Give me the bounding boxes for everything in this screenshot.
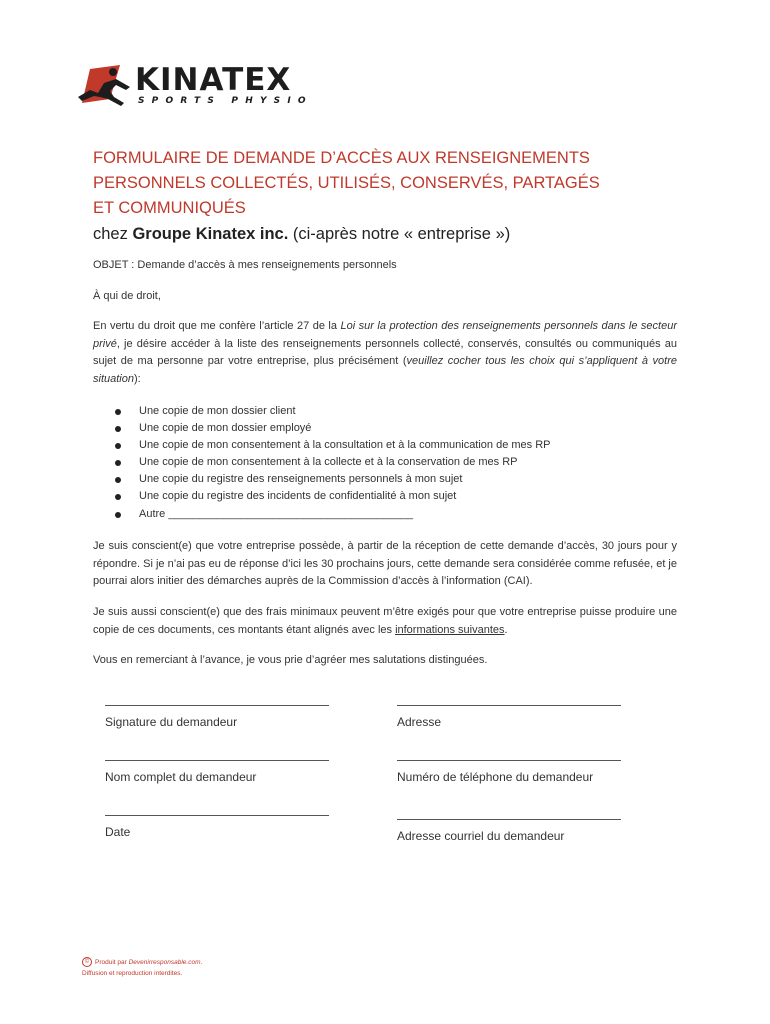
signature-label: Signature du demandeur xyxy=(105,715,238,729)
objet-line: OBJET : Demande d’accès à mes renseignements personnels xyxy=(93,259,397,271)
phone-line[interactable] xyxy=(397,747,621,761)
info-link[interactable]: informations suivantes xyxy=(395,623,505,636)
instruction-note: veuillez cocher tous les choix qui s’appliquent à votre situation xyxy=(93,355,677,385)
choice-item[interactable] xyxy=(112,437,551,454)
intro-text-a: En vertu du droit que me confère l’article 27 de la xyxy=(93,320,341,332)
law-name: Loi sur la protection des renseignements personnels dans le secteur privé xyxy=(93,320,677,350)
bullet-icon xyxy=(115,494,121,500)
email-field[interactable] xyxy=(397,806,621,844)
company-logo xyxy=(76,62,313,111)
choice-item[interactable] xyxy=(112,454,551,471)
signature-field[interactable] xyxy=(105,692,329,730)
choice-item[interactable] xyxy=(112,471,551,488)
form-subtitle xyxy=(93,222,510,246)
bullet-icon xyxy=(115,426,121,432)
choice-label: Une copie de mon consentement à la consultation et à la communication de mes RP xyxy=(139,439,551,452)
intro-text-c: ): xyxy=(133,372,141,385)
bullet-icon xyxy=(115,512,121,518)
footer-site: Devenirresponsable.com xyxy=(128,959,201,966)
logo-name: KINATEX xyxy=(135,62,292,98)
choice-item[interactable] xyxy=(112,420,551,437)
signature-line[interactable] xyxy=(105,692,329,706)
company-name: Groupe Kinatex inc. xyxy=(132,225,289,243)
address-label: Adresse xyxy=(397,715,442,729)
choice-item[interactable] xyxy=(112,403,551,420)
intro-text-b: , je désire accéder à la liste des renseignements personnels collecté, conservés, consultés ou communiqués au sujet de ma personne par votre entreprise, plus précisément ( xyxy=(93,337,677,367)
date-line[interactable] xyxy=(105,802,329,816)
choice-label: Une copie de mon consentement à la collecte et à la conservation de mes RP xyxy=(139,456,518,469)
form-title: FORMULAIRE DE DEMANDE D’ACCÈS AUX RENSEIGNEMENTS PERSONNELS COLLECTÉS, UTILISÉS, CONSERVÉS, PARTAGÉS ET COMMUNIQUÉS xyxy=(93,149,600,217)
phone-label: Numéro de téléphone du demandeur xyxy=(397,770,594,784)
address-line[interactable] xyxy=(397,692,621,706)
running-figure-logo-icon xyxy=(76,63,136,111)
bullet-icon xyxy=(115,409,121,415)
choice-label: Une copie du registre des incidents de confidentialité à mon sujet xyxy=(139,490,457,503)
bullet-icon xyxy=(115,477,121,483)
date-field[interactable] xyxy=(105,802,329,840)
footer-line-2: Diffusion et reproduction interdites. xyxy=(82,970,183,977)
subtitle-suffix: (ci-après notre « entreprise ») xyxy=(288,225,511,243)
footer-prefix: Produit par xyxy=(95,959,129,966)
choice-item-autre[interactable] xyxy=(112,506,551,523)
choices-list xyxy=(112,403,551,523)
fees-paragraph xyxy=(93,604,677,639)
choice-label: Une copie de mon dossier client xyxy=(139,405,296,417)
date-label: Date xyxy=(105,825,131,839)
logo-tagline: SPORTS PHYSIO xyxy=(138,96,313,106)
awareness-paragraph: Je suis conscient(e) que votre entreprise possède, à partir de la réception de cette demande d’accès, 30 jours pour y répondre. Si je n’ai pas eu de réponse d’ici les 30 prochains jours, cette demande sera considérée comme refusée, et je pourrai alors initier des démarches auprès de la Commission d’accès à l’information (CAI). xyxy=(93,540,677,587)
choice-item[interactable] xyxy=(112,488,551,505)
choice-label: Autre ________________________________________ xyxy=(139,507,414,520)
footer-suffix: . xyxy=(200,959,203,966)
full-name-line[interactable] xyxy=(105,747,329,761)
fees-text: Je suis aussi conscient(e) que des frais minimaux peuvent m’être exigés pour que votre entreprise puisse produire une copie de ces documents, ces montants étant alignés avec les xyxy=(93,606,677,636)
full-name-label: Nom complet du demandeur xyxy=(105,770,257,784)
email-label: Adresse courriel du demandeur xyxy=(397,829,565,843)
footer xyxy=(82,957,202,979)
address-field[interactable] xyxy=(397,692,621,730)
closing-paragraph: Vous en remerciant à l’avance, je vous prie d’agréer mes salutations distinguées. xyxy=(93,654,488,666)
choice-label: Une copie du registre des renseignements personnels à mon sujet xyxy=(139,473,463,486)
choice-label: Une copie de mon dossier employé xyxy=(139,422,312,435)
subtitle-prefix: chez xyxy=(93,225,133,243)
fees-end: . xyxy=(504,623,508,636)
footer-line-1 xyxy=(82,957,202,968)
greeting: À qui de droit, xyxy=(93,290,161,302)
intro-paragraph xyxy=(93,318,677,388)
bullet-icon xyxy=(115,460,121,466)
email-line[interactable] xyxy=(397,806,621,820)
full-name-field[interactable] xyxy=(105,747,329,785)
copyright-icon: © xyxy=(82,957,92,967)
phone-field[interactable] xyxy=(397,747,621,785)
bullet-icon xyxy=(115,443,121,449)
